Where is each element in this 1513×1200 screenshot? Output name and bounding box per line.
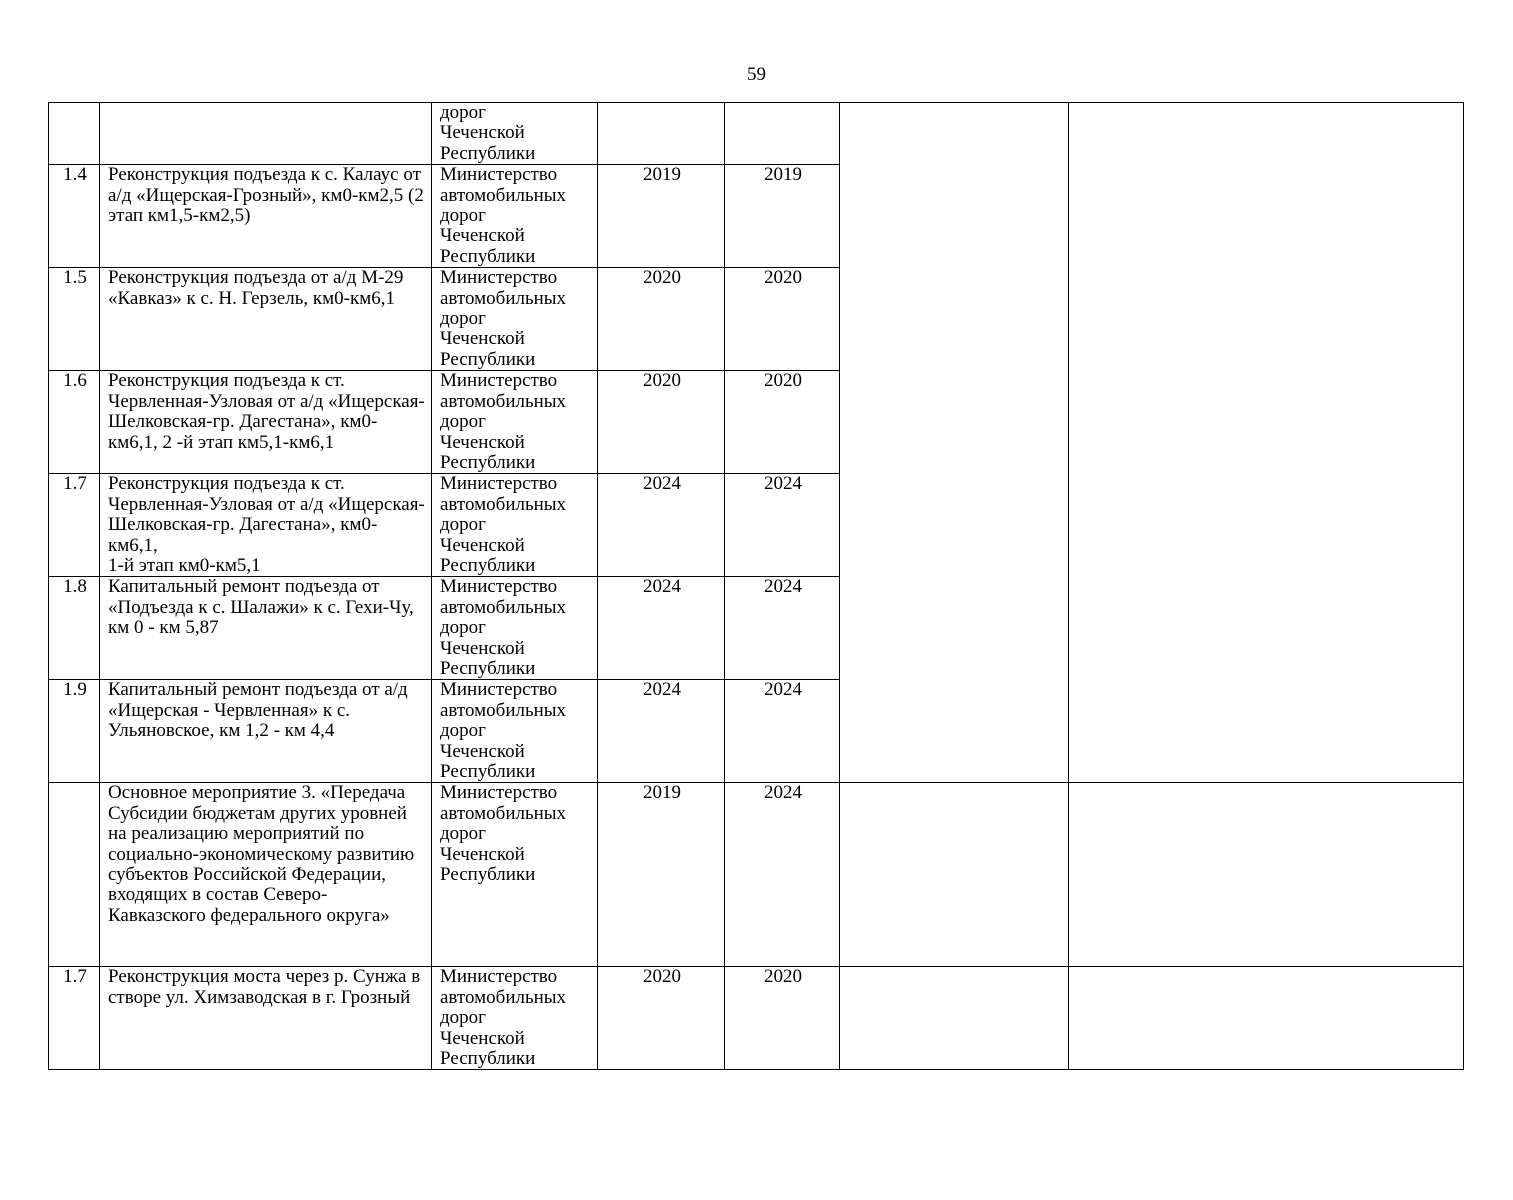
- cell-start-year: 2019: [598, 165, 725, 268]
- cell-indicator: [840, 967, 1069, 1070]
- cell-name: Основное мероприятие 3. «Передача Субсидии бюджетам других уровней на реализацию мероприятий по социально-экономическому развитию субъектов Российской Федерации, входящих в состав Северо-Кавказского федерального округа»: [100, 783, 432, 967]
- cell-num: 1.8: [49, 577, 100, 680]
- cell-start-year: 2024: [598, 680, 725, 783]
- cell-num: 1.4: [49, 165, 100, 268]
- cell-num: 1.7: [49, 474, 100, 577]
- cell-start-year: 2024: [598, 474, 725, 577]
- cell-end-year: 2020: [725, 967, 840, 1070]
- cell-name: Реконструкция подъезда к ст. Червленная-Узловая от а/д «Ищерская-Шелковская-гр. Дагестана», км0-км6,1, 2 -й этап км5,1-км6,1: [100, 371, 432, 474]
- table-row: [49, 967, 1464, 1070]
- activities-table: [48, 102, 1464, 1070]
- cell-end-year: [725, 103, 840, 165]
- cell-executor: Министерство автомобильных дорог Чеченской Республики: [432, 165, 598, 268]
- cell-end-year: 2024: [725, 474, 840, 577]
- cell-indicator-merged: [840, 103, 1069, 783]
- cell-executor: Министерство автомобильных дорог Чеченской Республики: [432, 268, 598, 371]
- cell-name: Реконструкция подъезда к ст. Червленная-Узловая от а/д «Ищерская-Шелковская-гр. Дагестана», км0-км6,1, 1-й этап км0-км5,1: [100, 474, 432, 577]
- cell-name: Капитальный ремонт подъезда от «Подъезда к с. Шалажи» к с. Гехи-Чу, км 0 - км 5,87: [100, 577, 432, 680]
- cell-executor: Министерство автомобильных дорог Чеченской Республики: [432, 474, 598, 577]
- cell-start-year: 2024: [598, 577, 725, 680]
- cell-relation-merged: [1069, 103, 1464, 783]
- cell-relation: [1069, 783, 1464, 967]
- cell-name: Капитальный ремонт подъезда от а/д «Ищерская - Червленная» к с. Ульяновское, км 1,2 - км 4,4: [100, 680, 432, 783]
- cell-name: Реконструкция подъезда к с. Калаус от а/д «Ищерская-Грозный», км0-км2,5 (2 этап км1,5-км2,5): [100, 165, 432, 268]
- cell-num: 1.7: [49, 967, 100, 1070]
- cell-executor: Министерство автомобильных дорог Чеченской Республики: [432, 371, 598, 474]
- cell-end-year: 2020: [725, 268, 840, 371]
- cell-num: 1.6: [49, 371, 100, 474]
- table-row-continuation: [49, 103, 1464, 165]
- cell-end-year: 2024: [725, 783, 840, 967]
- cell-end-year: 2020: [725, 371, 840, 474]
- cell-executor: Министерство автомобильных дорог Чеченской Республики: [432, 577, 598, 680]
- cell-name: Реконструкция подъезда от а/д М-29 «Кавказ» к с. Н. Герзель, км0-км6,1: [100, 268, 432, 371]
- cell-num: 1.9: [49, 680, 100, 783]
- cell-executor: дорог Чеченской Республики: [432, 103, 598, 165]
- cell-start-year: 2020: [598, 268, 725, 371]
- cell-indicator: [840, 783, 1069, 967]
- cell-name: Реконструкция моста через р. Сунжа в створе ул. Химзаводская в г. Грозный: [100, 967, 432, 1070]
- cell-start-year: 2020: [598, 371, 725, 474]
- page-number: 59: [747, 64, 766, 85]
- table-row-main-event: [49, 783, 1464, 967]
- cell-end-year: 2024: [725, 577, 840, 680]
- cell-executor: Министерство автомобильных дорог Чеченской Республики: [432, 680, 598, 783]
- cell-executor: Министерство автомобильных дорог Чеченской Республики: [432, 783, 598, 967]
- cell-start-year: [598, 103, 725, 165]
- cell-end-year: 2019: [725, 165, 840, 268]
- cell-end-year: 2024: [725, 680, 840, 783]
- cell-executor: Министерство автомобильных дорог Чеченской Республики: [432, 967, 598, 1070]
- cell-num: 1.5: [49, 268, 100, 371]
- cell-name: [100, 103, 432, 165]
- cell-num: [49, 103, 100, 165]
- cell-start-year: 2019: [598, 783, 725, 967]
- cell-num: [49, 783, 100, 967]
- cell-start-year: 2020: [598, 967, 725, 1070]
- cell-relation: [1069, 967, 1464, 1070]
